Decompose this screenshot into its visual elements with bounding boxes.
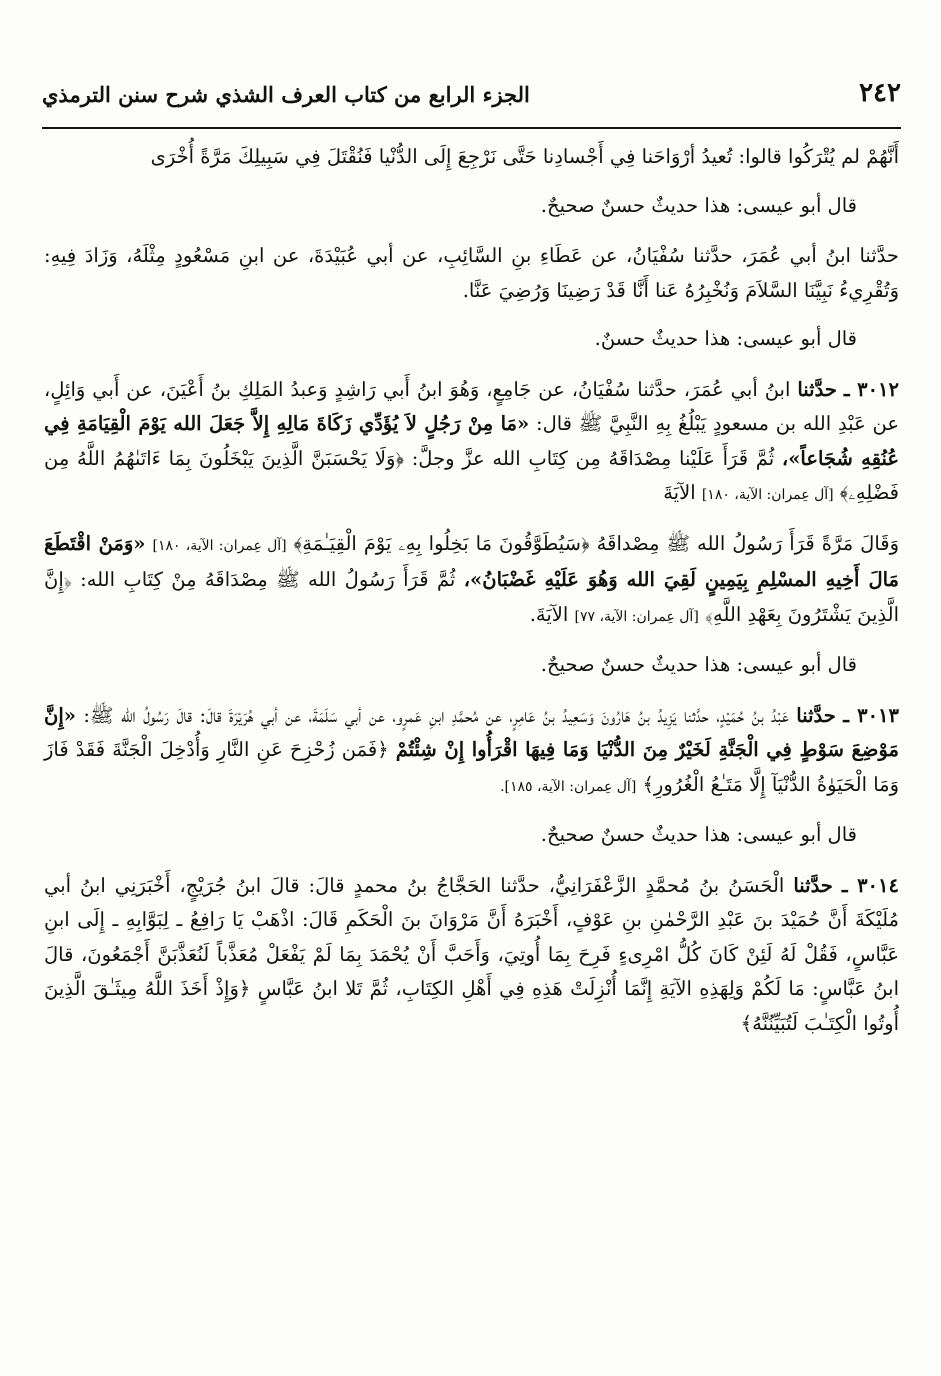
hadith-3012-second-part (44, 527, 899, 635)
quran-verse: ﴿سَيُطَوَّقُونَ مَا بَخِلُوا بِهِۦ يَوْمَ الْقِيَـٰمَةِ﴾ (293, 531, 590, 555)
verse-tail: الآيَةَ (663, 481, 696, 504)
grading-statement-2: قال أبو عيسى: هذا حديثٌ حسنٌ. (594, 327, 857, 350)
page-number: ٢٤٢ (859, 78, 901, 108)
isnad: ابنُ أبي عُمَرَ، حدَّثنا سُفْيَانُ، عن جَامِعٍ، وَهُوَ ابنُ أَبي رَاشِدٍ وَعبدُ المَلِكِ بنُ أَعْيَنَ، عن أَبي وَائِلٍ، عن عَبْدِ الله بن مسعودٍ يَبْلُغُ بِهِ النَّبِيَّ ﷺ قال: (44, 377, 899, 435)
grading-statement-4: قال أبو عيسى: هذا حديثٌ حسنٌ صحيحٌ. (540, 823, 857, 846)
page-header (42, 78, 901, 124)
hadith-number: ٣٠١٢ ـ (843, 377, 900, 401)
matn: «مَا مِنْ رَجُلٍ لاَ يُؤَدِّي زَكَاةَ مَالِهِ إِلاَّ جَعَلَ الله يَوْمَ الْقِيَامَةِ فِي عُنُقِهِ شُجَاعاً»، (44, 412, 899, 470)
quran-verse: ﴿وَلَا يَحْسَبَنَّ الَّذِينَ يَبْخَلُونَ بِمَا ءَاتَىٰهُمُ اللَّهُ مِن فَضْلِهِۦ﴾ (44, 446, 899, 504)
grading-statement-3: قال أبو عيسى: هذا حديثٌ حسنٌ صحيحٌ. (540, 653, 857, 676)
quran-verse: ﴿فَمَن زُحْزِحَ عَنِ النَّارِ وَأُدْخِلَ الْجَنَّةَ فَقَدْ فَازَ وَمَا الْحَيَوٰةُ الدُّنْيَآ إِلَّا مَتَـٰعُ الْغُرُورِ﴾ (44, 738, 899, 796)
hadith-3014 (44, 869, 899, 1042)
hadith-number: ٣٠١٣ ـ (843, 703, 899, 727)
quran-verse: ﴿إِنَّ الَّذِينَ يَشْتَرُونَ بِعَهْدِ اللَّهِ﴾ (44, 568, 899, 626)
hadith-number: ٣٠١٤ ـ (841, 873, 899, 897)
paragraph-continuation: أَنَّهُمْ لم يُتْرَكُوا قالوا: تُعيدُ أرْوَاحَنا فِي أَجْسادِنا حَتَّى نَرْجِعَ إِلَى الدُّنْيا فَنُقْتَلَ فِي سَبِيلِكَ مَرَّةً أُخْرَى (150, 145, 899, 168)
narration-continuation: ثُمَّ قَرَأَ عَلَيْنا مِصْدَاقَهُ مِن كِتَابِ الله عزَّ وجلَّ: (411, 446, 775, 470)
quran-verse: ﴿وَإِذْ أَخَذَ اللَّهُ مِيثَـٰقَ الَّذِينَ أُوتُوا الْكِتَـٰبَ لَتُبَيِّنُنَّهُ﴾ (44, 977, 899, 1035)
haddathana-keyword: حدَّثنا (797, 377, 837, 401)
main-text (44, 140, 899, 1055)
hadith-3013 (44, 699, 899, 805)
paragraph-second-chain: حدَّثنا ابنُ أبي عُمَرَ، حدَّثنا سُفْيَانُ، عن عَطَاءِ بنِ السَّائِبِ، عن أبي عُبَيْدَةَ، عن ابنِ مَسْعُودٍ مِثْلَهُ، وَزَادَ فِيهِ: وَتُقْرِيءُ نَبِيَّنَا السَّلاَمَ وَنُخْبِرُهُ عَنا أَنَّا قَدْ رَضِينَا وَرُضِيَ عَنَّا. (44, 244, 899, 302)
matn: «إِنَّ مَوْضِعَ سَوْطٍ فِي الْجَنَّةِ لَخَيْرٌ مِنَ الدُّنْيَا وَمَا فِيهَا اقْرَأُوا إِنْ شِئْتُمْ (44, 703, 900, 761)
matn: «وَمَنْ اقْتَطَعَ مَالَ أَخِيهِ المسْلِمِ بِيَمِينٍ لَقِيَ الله وَهُوَ عَلَيْهِ غَضْبَانُ»، (44, 531, 899, 591)
narration-text: وَقَالَ مَرَّةً قَرَأَ رَسُولُ الله ﷺ مِصْداقَهُ (596, 531, 900, 555)
header-rule (42, 127, 901, 129)
verse-citation: [آل عِمران: الآية، ٧٧] (574, 608, 699, 625)
narration-text: ثُمَّ قَرَأَ رَسُولُ الله ﷺ مِصْدَاقَهُ مِنْ كِتَابِ الله: (80, 568, 456, 591)
isnad: عَبْدُ بنُ حُمَيْدٍ، حدَّثنا يَزِيدُ بنُ هَارُونَ وَسَعِيدُ بنُ عَامِرٍ، عن مُحمَّدِ ابنِ عَمرٍو، عن أبي سَلَمَةَ، عن أبي هُرَيْرَةَ قالَ: قالَ رَسُولُ الله ﷺ: (83, 703, 789, 727)
isnad: الْحَسَنُ بنُ مُحمَّدٍ الزَّعْفَرَانِيُّ، حدَّثنا الحَجَّاجُ بنُ محمدٍ قالَ: قالَ ابنُ جُرَيْجٍ، أَخْبَرَنِي ابنُ أبي مُلَيْكَةَ أَنَّ حُمَيْدَ بنَ عَبْدِ الرَّحْمٰنِ بنِ عَوْفٍ، أَخْبَرَهُ أَنَّ مَرْوَانَ بنَ الْحَكَمِ قَالَ: اذْهَبْ يَا رَافِعُ ـ لِبَوَّابِهِ ـ إِلَى ابنِ عَبَّاسٍ، فَقُلْ لَهُ لَئِنْ كَانَ كُلُّ امْرِىءٍ فَرِحَ بِمَا أُوتِيَ، وَأَحَبَّ أَنْ يُحْمَدَ بِمَا لَمْ يَفْعَلْ مُعَذَّباً لَنُعَذَّبَنَّ أَجْمَعُونَ، قالَ ابنُ عَبَّاسٍ: مَا لَكُمْ وَلِهَذِهِ الآيَةِ إِنَّمَا أُنْزِلَتْ هَذِهِ فِي أَهْلِ الكِتَابِ، ثُمَّ تَلا ابنُ عَبَّاسٍ (44, 873, 900, 1000)
verse-citation: [آل عِمران: الآية، ١٨٥]. (500, 778, 637, 795)
verse-citation: [آل عِمران: الآية، ١٨٠] (701, 487, 834, 503)
hadith-3012 (44, 373, 899, 513)
verse-citation: [آل عِمران: الآية، ١٨٠] (152, 537, 287, 554)
grading-statement-1: قال أبو عيسى: هذا حديثٌ حسنٌ صحيحٌ. (540, 193, 857, 217)
haddathana-keyword: حدَّثنا (796, 703, 836, 727)
running-title: الجزء الرابع من كتاب العرف الشذي شرح سنن الترمذي (42, 82, 530, 107)
verse-tail: الآيَةَ. (529, 602, 569, 626)
haddathana-keyword: حدَّثنا (793, 873, 833, 897)
